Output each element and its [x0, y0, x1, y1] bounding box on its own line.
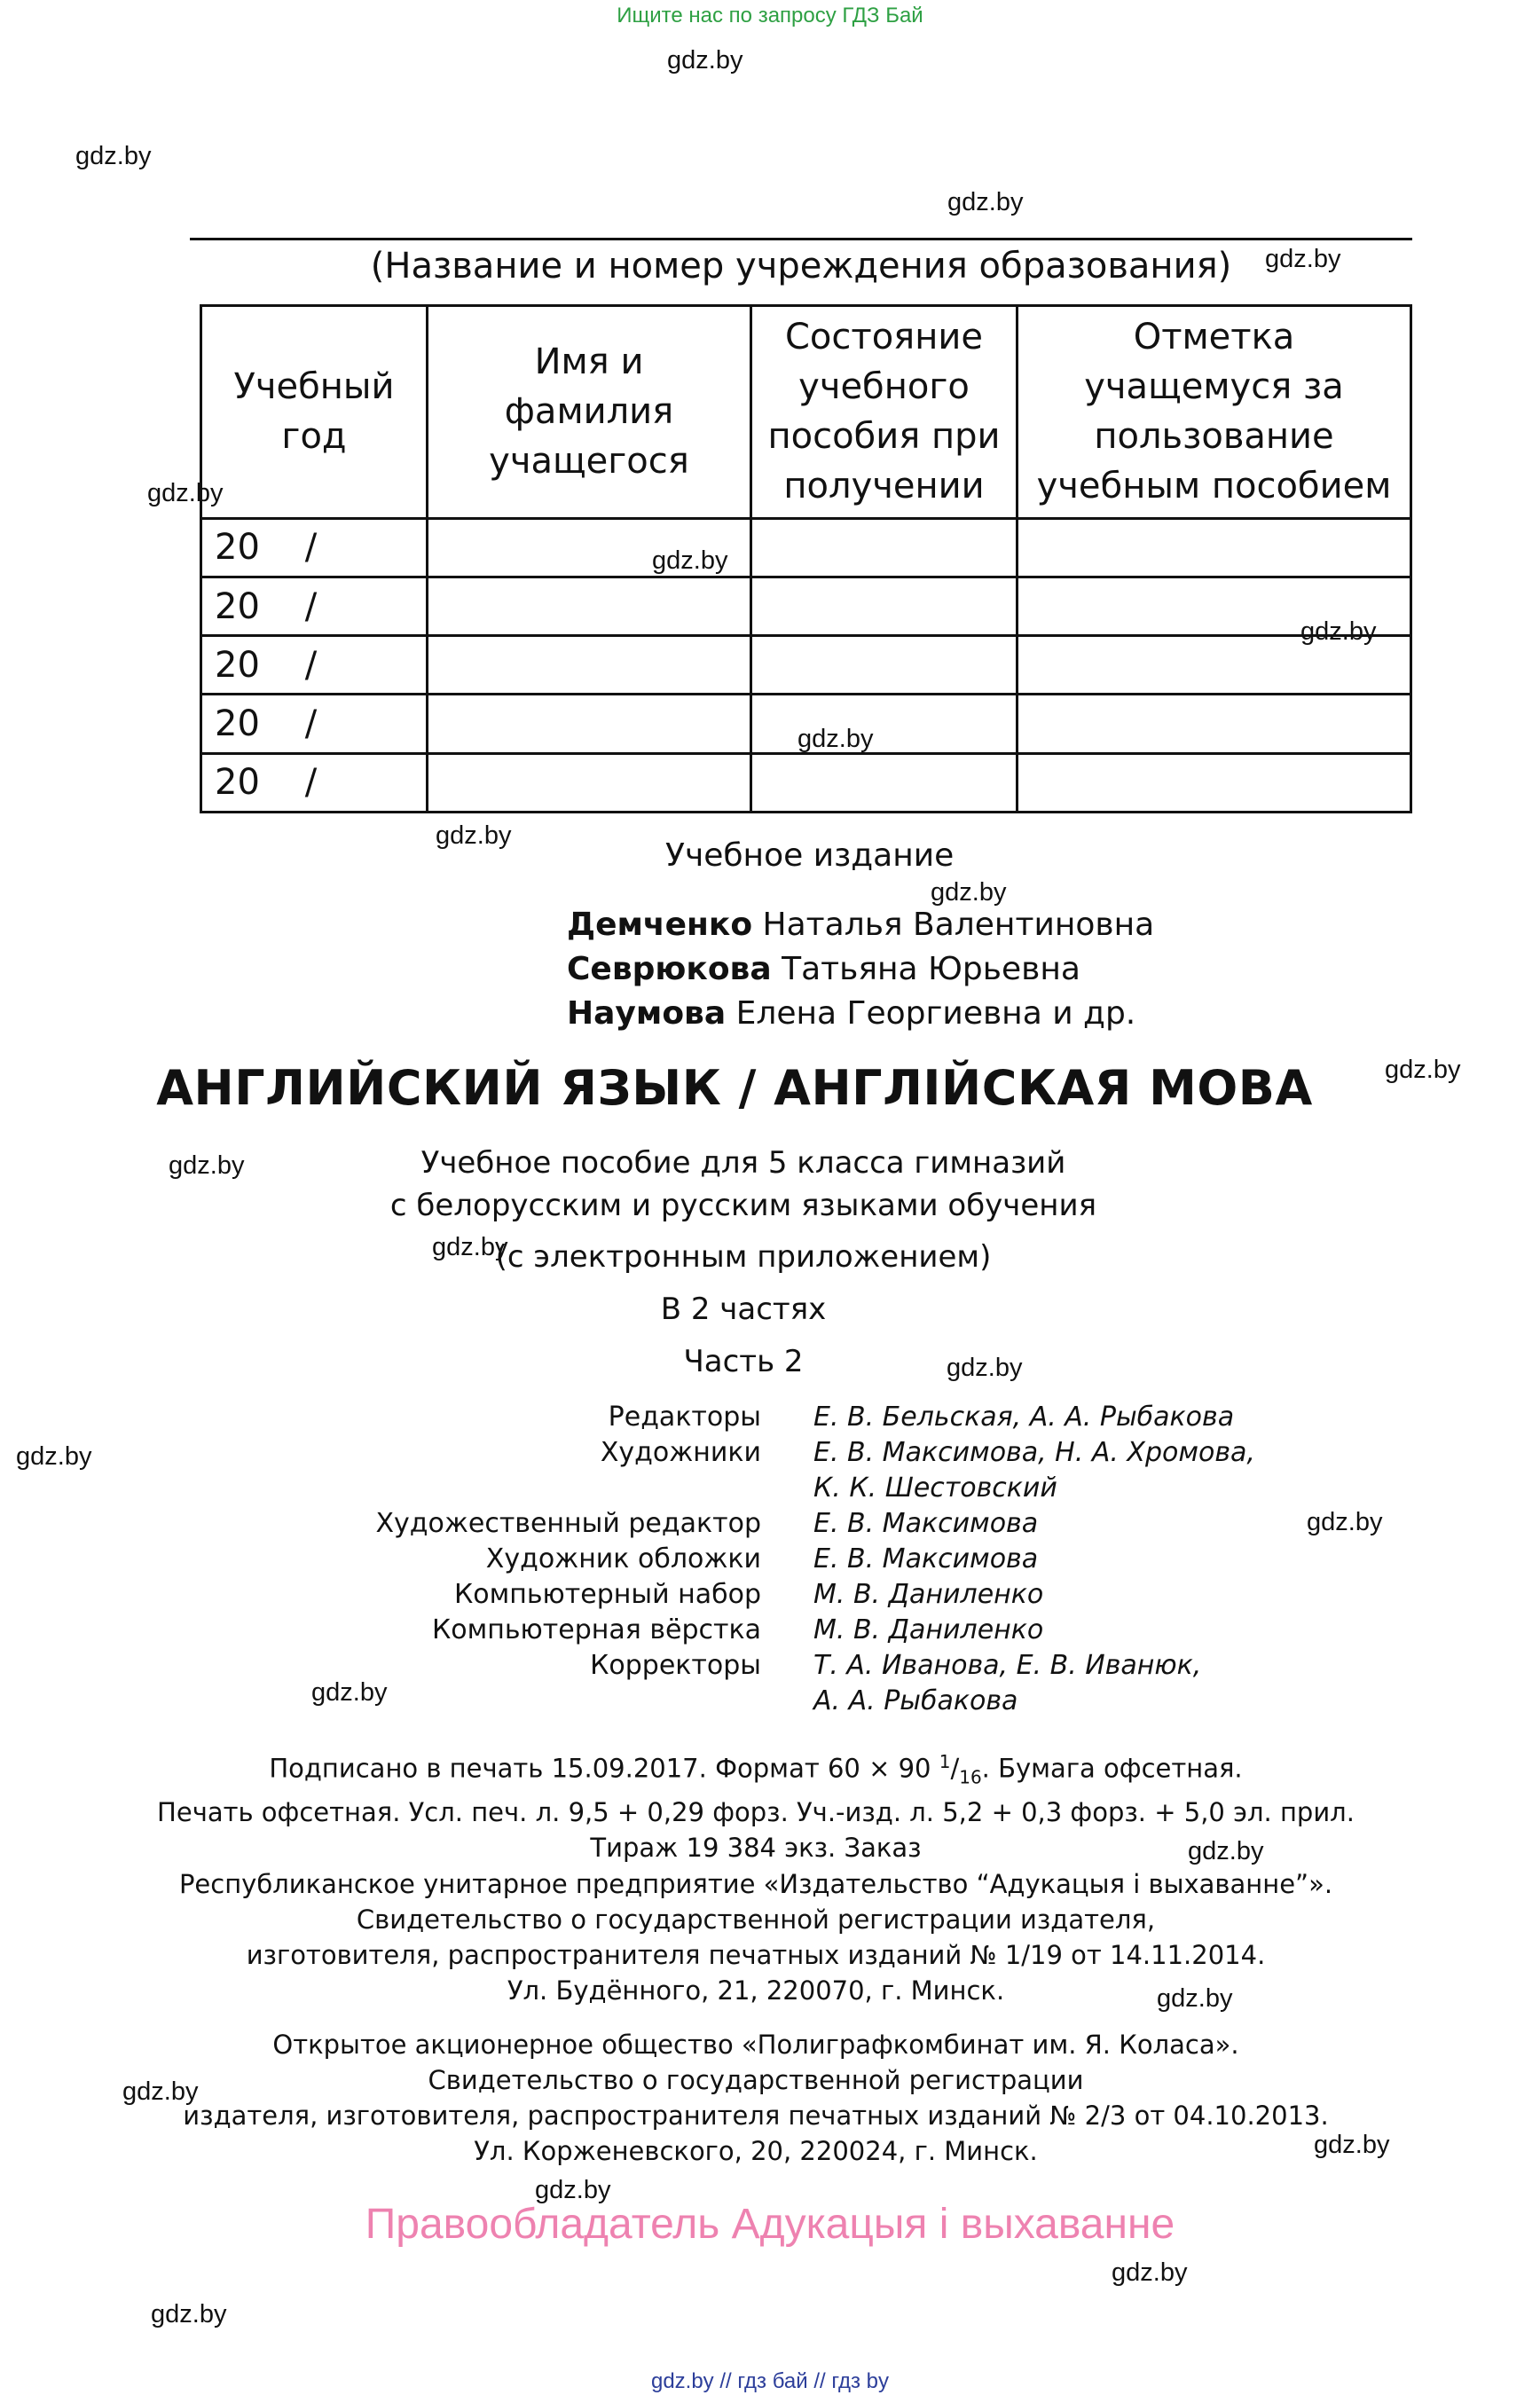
watermark: gdz.by [432, 1233, 508, 1261]
book-subtitle [0, 1142, 1513, 1227]
column-header: Учебный год [201, 306, 428, 519]
credit-name: К. К. Шестовский [813, 1472, 1057, 1504]
printer-line: Открытое акционерное общество «Полиграфкомбинат им. Я. Коласа». [272, 2030, 1239, 2060]
parts-info: В 2 частях [660, 1292, 827, 1327]
student-name-cell [428, 695, 751, 753]
credit-role: Художник обложки [485, 1543, 761, 1575]
publisher-line: Республиканское унитарное предприятие «Издательство “Адукацыя і выхаванне”». [178, 1869, 1333, 1899]
watermark: gdz.by [947, 1354, 1023, 1382]
watermark: gdz.by [931, 878, 1007, 907]
credit-role: Компьютерный набор [453, 1579, 761, 1610]
condition-cell [751, 577, 1018, 635]
watermark: gdz.by [667, 46, 743, 75]
mark-cell [1018, 753, 1411, 812]
subtitle-line: с белорусским и русским языками обучения [389, 1188, 1097, 1223]
edition-label: Учебное издание [665, 837, 955, 874]
watermark: gdz.by [16, 1442, 92, 1471]
printer-line: Ул. Корженевского, 20, 220024, г. Минск. [474, 2136, 1038, 2166]
author-line [567, 992, 1154, 1036]
author-line [567, 947, 1154, 992]
watermark: gdz.by [147, 479, 224, 507]
watermark: gdz.by [1307, 1508, 1383, 1536]
watermark: gdz.by [798, 725, 874, 753]
credit-name: Е. В. Максимова [813, 1508, 1039, 1539]
school-year-cell: 20 / [201, 518, 428, 577]
table-row [201, 753, 1411, 812]
textbook-register-table [200, 304, 1412, 813]
table-header-row [201, 306, 1411, 519]
student-name-cell [428, 753, 751, 812]
column-header: Отметка учащемуся за пользование учебным пособием [1018, 306, 1411, 519]
print-format-text: Подписано в печать 15.09.2017. Формат 60 × 90 [269, 1753, 939, 1784]
watermark: gdz.by [311, 1678, 388, 1707]
table-row [201, 518, 1411, 577]
watermark: gdz.by [122, 2077, 199, 2106]
publisher-info [0, 1866, 1526, 2008]
table-row [201, 695, 1411, 753]
watermark: gdz.by [1188, 1837, 1264, 1865]
publisher-line: Свидетельство о государственной регистрации издателя, [356, 1904, 1156, 1935]
credit-role: Художественный редактор [375, 1508, 761, 1539]
printer-line: издателя, изготовителя, распространителя печатных изданий № 2/3 от 04.10.2013. [183, 2101, 1329, 2131]
subtitle-line: (с электронным приложением) [495, 1239, 992, 1275]
author-given-name: Наталья Валентиновна [762, 907, 1155, 943]
format-fraction-denominator: 16 [959, 1766, 982, 1788]
condition-cell [751, 695, 1018, 753]
watermark: gdz.by [1157, 1984, 1233, 2013]
credit-name: М. В. Даниленко [813, 1614, 1044, 1645]
school-year-cell: 20 / [201, 695, 428, 753]
print-info-line: Подписано в печать 15.09.2017. Формат 60 × 90 $^1/_{16}$. Бумага офсетная. [269, 1751, 1243, 1788]
author-surname: Демченко [567, 907, 753, 943]
school-year-cell: 20 / [201, 753, 428, 812]
credit-name: Е. В. Бельская, А. А. Рыбакова [813, 1402, 1235, 1433]
table-row [201, 577, 1411, 635]
watermark: gdz.by [75, 142, 152, 170]
print-info-line: Печать офсетная. Усл. печ. л. 9,5 + 0,29 форз. Уч.-изд. л. 5,2 + 0,3 форз. + 5,0 эл. прил. [157, 1797, 1355, 1828]
printer-line: Свидетельство о государственной регистрации [428, 2065, 1084, 2095]
column-header: Состояние учебного пособия при получении [751, 306, 1018, 519]
author-line [567, 903, 1154, 947]
credit-role: Корректоры [590, 1650, 761, 1681]
mark-cell [1018, 636, 1411, 695]
school-year-cell: 20 / [201, 577, 428, 635]
publisher-line: Ул. Будённого, 21, 220070, г. Минск. [507, 1975, 1005, 2006]
print-info-line: Тираж 19 384 экз. Заказ [590, 1833, 922, 1864]
watermark: gdz.by [151, 2300, 227, 2328]
institution-line [190, 238, 1412, 240]
publisher-line: изготовителя, распространителя печатных изданий № 1/19 от 14.11.2014. [246, 1940, 1266, 1970]
credit-name: Е. В. Максимова, Н. А. Хромова, [813, 1437, 1255, 1468]
condition-cell [751, 518, 1018, 577]
book-title: АНГЛИЙСКИЙ ЯЗЫК / АНГЛІЙСКАЯ МОВА [156, 1060, 1313, 1116]
mark-cell [1018, 577, 1411, 635]
watermark: gdz.by [436, 821, 512, 850]
watermark: gdz.by [1314, 2131, 1390, 2159]
watermark: gdz.by [535, 2176, 611, 2204]
author-given-name: Елена Георгиевна и др. [735, 995, 1136, 1032]
search-banner[interactable]: Ищите нас по запросу ГДЗ Бай [617, 4, 923, 27]
credit-name: Е. В. Максимова [813, 1543, 1039, 1575]
credit-name: Т. А. Иванова, Е. В. Иванюк, [813, 1650, 1202, 1681]
credit-name: М. В. Даниленко [813, 1579, 1044, 1610]
credit-role: Художники [600, 1437, 761, 1468]
author-surname: Наумова [567, 995, 727, 1032]
watermark: gdz.by [947, 188, 1024, 216]
author-given-name: Татьяна Юрьевна [782, 951, 1080, 987]
format-fraction-numerator: 1 [939, 1751, 951, 1772]
part-number: Часть 2 [683, 1344, 804, 1379]
paper-type-text: . Бумага офсетная. [981, 1753, 1243, 1784]
footer-links[interactable]: gdz.by // гдз бай // гдз by [650, 2369, 890, 2393]
mark-cell [1018, 695, 1411, 753]
condition-cell [751, 636, 1018, 695]
printer-info [0, 2027, 1526, 2169]
mark-cell [1018, 518, 1411, 577]
institution-caption: (Название и номер учреждения образования) [370, 246, 1232, 287]
condition-cell [751, 753, 1018, 812]
author-surname: Севрюкова [567, 951, 772, 987]
subtitle-line: Учебное пособие для 5 класса гимназий [420, 1145, 1066, 1181]
print-info [0, 1744, 1526, 1865]
rights-holder-notice: Правообладатель Адукацыя і выхаванне [365, 2201, 1175, 2248]
watermark: gdz.by [1300, 617, 1377, 646]
table-row [201, 636, 1411, 695]
watermark: gdz.by [1112, 2258, 1188, 2287]
column-header: Имя и фамилия учащегося [428, 306, 751, 519]
student-name-cell [428, 577, 751, 635]
credit-role: Компьютерная вёрстка [431, 1614, 761, 1645]
school-year-cell: 20 / [201, 636, 428, 695]
credit-role: Редакторы [608, 1402, 761, 1433]
student-name-cell [428, 636, 751, 695]
authors-block [567, 903, 1154, 1036]
watermark: gdz.by [1265, 245, 1341, 273]
watermark: gdz.by [652, 546, 728, 575]
credit-name: А. А. Рыбакова [813, 1685, 1018, 1716]
student-name-cell [428, 518, 751, 577]
watermark: gdz.by [169, 1151, 245, 1180]
watermark: gdz.by [1385, 1056, 1461, 1084]
